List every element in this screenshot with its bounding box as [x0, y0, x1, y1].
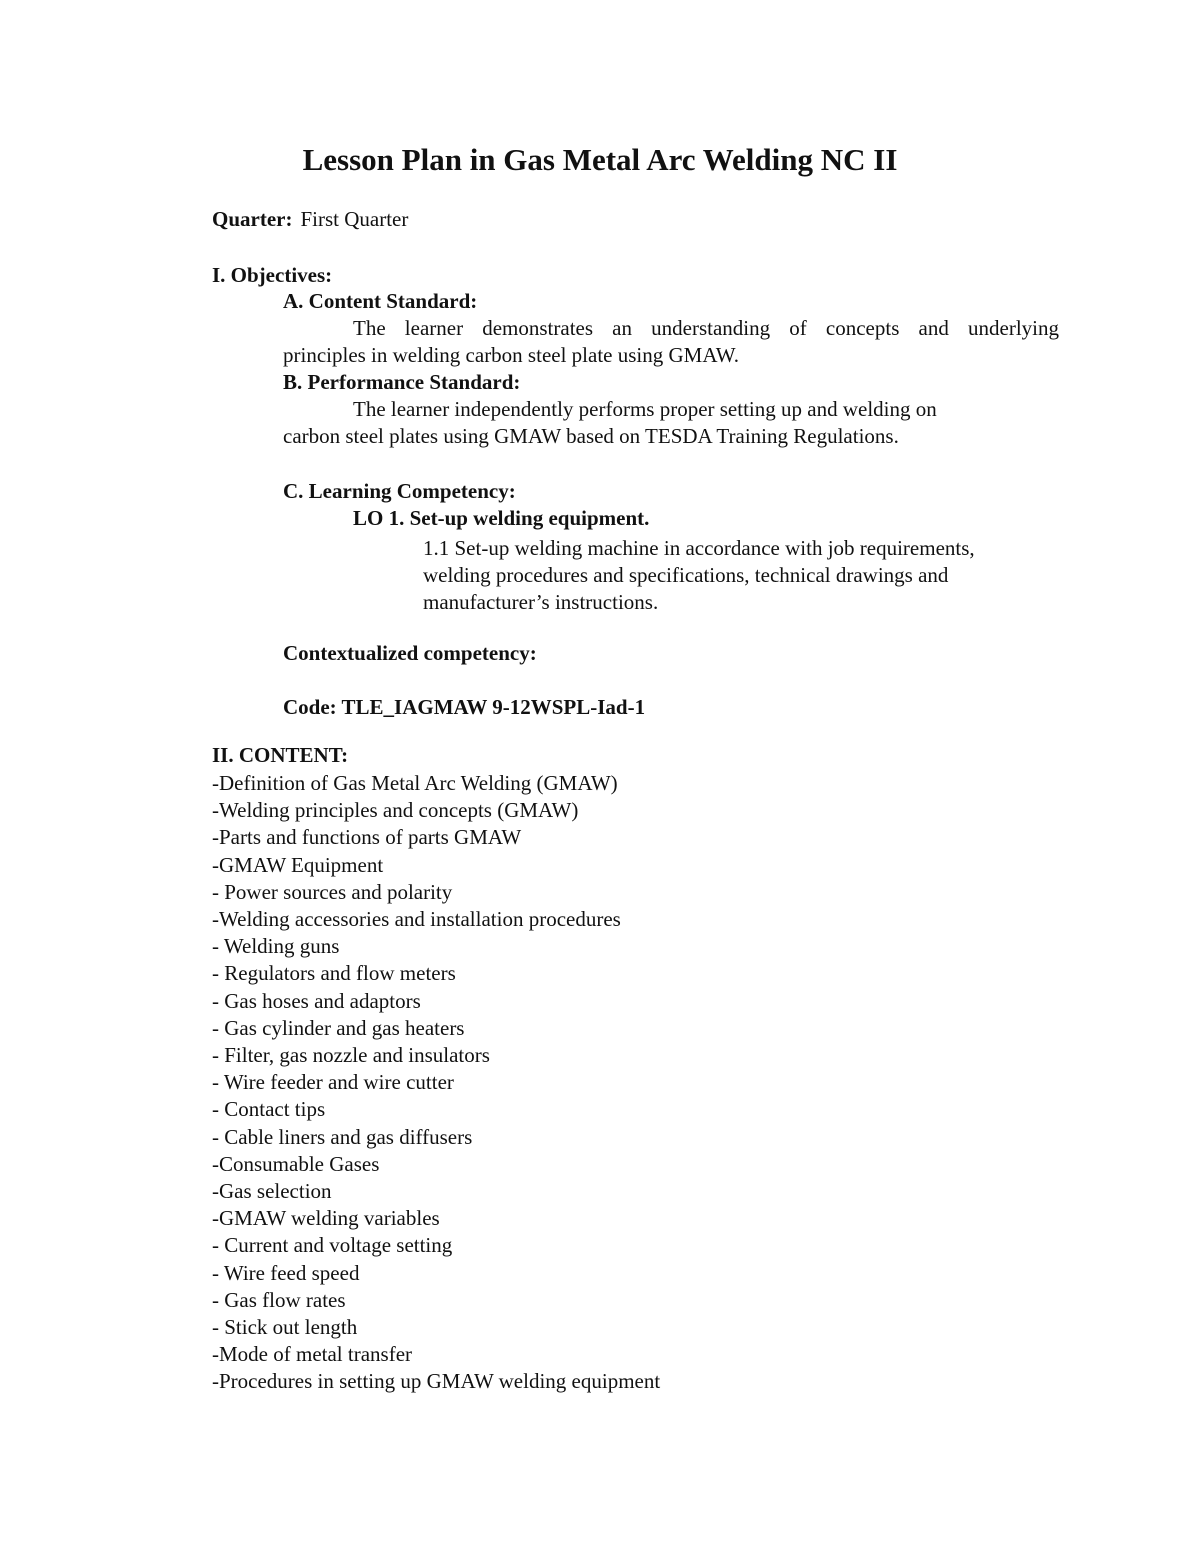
content-list: [212, 770, 660, 1396]
quarter-label: Quarter:: [212, 207, 293, 231]
quarter-value: First Quarter: [300, 207, 409, 231]
list-item: -GMAW welding variables: [212, 1206, 440, 1231]
contextualized-competency-heading: Contextualized competency:: [283, 641, 537, 665]
list-item: - Gas hoses and adaptors: [212, 988, 421, 1013]
list-item: -Procedures in setting up GMAW welding equipment: [212, 1369, 661, 1394]
learning-outcome-item-line1: 1.1 Set-up welding machine in accordance with job requirements,: [423, 536, 975, 560]
list-item: - Welding guns: [212, 934, 340, 959]
learning-outcome-item-line3: manufacturer’s instructions.: [423, 590, 659, 614]
list-item: -Welding principles and concepts (GMAW): [212, 798, 579, 823]
list-item: - Filter, gas nozzle and insulators: [212, 1043, 490, 1068]
list-item: - Wire feeder and wire cutter: [212, 1070, 454, 1095]
learning-outcome-item-line2: welding procedures and specifications, technical drawings and: [423, 563, 949, 587]
list-item: - Stick out length: [212, 1315, 358, 1340]
learning-outcome-title: LO 1. Set-up welding equipment.: [353, 506, 650, 530]
list-item: - Contact tips: [212, 1097, 326, 1122]
list-item: - Wire feed speed: [212, 1260, 360, 1285]
quarter-line: [212, 206, 408, 233]
content-standard-text-line1: The learner demonstrates an understanding of concepts and underlying: [353, 316, 1059, 340]
list-item: -Gas selection: [212, 1179, 332, 1204]
list-item: -Consumable Gases: [212, 1151, 380, 1176]
list-item: -Welding accessories and installation procedures: [212, 907, 621, 932]
list-item: - Current and voltage setting: [212, 1233, 453, 1258]
objectives-heading: I. Objectives:: [212, 263, 333, 287]
list-item: -GMAW Equipment: [212, 852, 384, 877]
performance-standard-text-line2: carbon steel plates using GMAW based on TESDA Training Regulations.: [283, 424, 899, 448]
document-title: Lesson Plan in Gas Metal Arc Welding NC II: [302, 142, 898, 177]
performance-standard-heading: B. Performance Standard:: [283, 370, 521, 394]
content-standard-heading: A. Content Standard:: [283, 289, 478, 313]
competency-code: Code: TLE_IAGMAW 9-12WSPL-Iad-1: [283, 695, 646, 719]
learning-competency-heading: C. Learning Competency:: [283, 479, 516, 503]
list-item: -Definition of Gas Metal Arc Welding (GMAW): [212, 771, 618, 795]
list-item: - Gas cylinder and gas heaters: [212, 1015, 465, 1040]
content-heading: II. CONTENT:: [212, 743, 349, 767]
content-standard-text-line2: principles in welding carbon steel plate using GMAW.: [283, 343, 739, 367]
list-item: - Cable liners and gas diffusers: [212, 1124, 473, 1149]
list-item: -Parts and functions of parts GMAW: [212, 825, 522, 850]
list-item: - Power sources and polarity: [212, 879, 453, 904]
list-item: -Mode of metal transfer: [212, 1342, 413, 1367]
performance-standard-text-line1: The learner independently performs proper setting up and welding on: [353, 397, 937, 421]
list-item: - Gas flow rates: [212, 1287, 346, 1312]
list-item: - Regulators and flow meters: [212, 961, 456, 986]
